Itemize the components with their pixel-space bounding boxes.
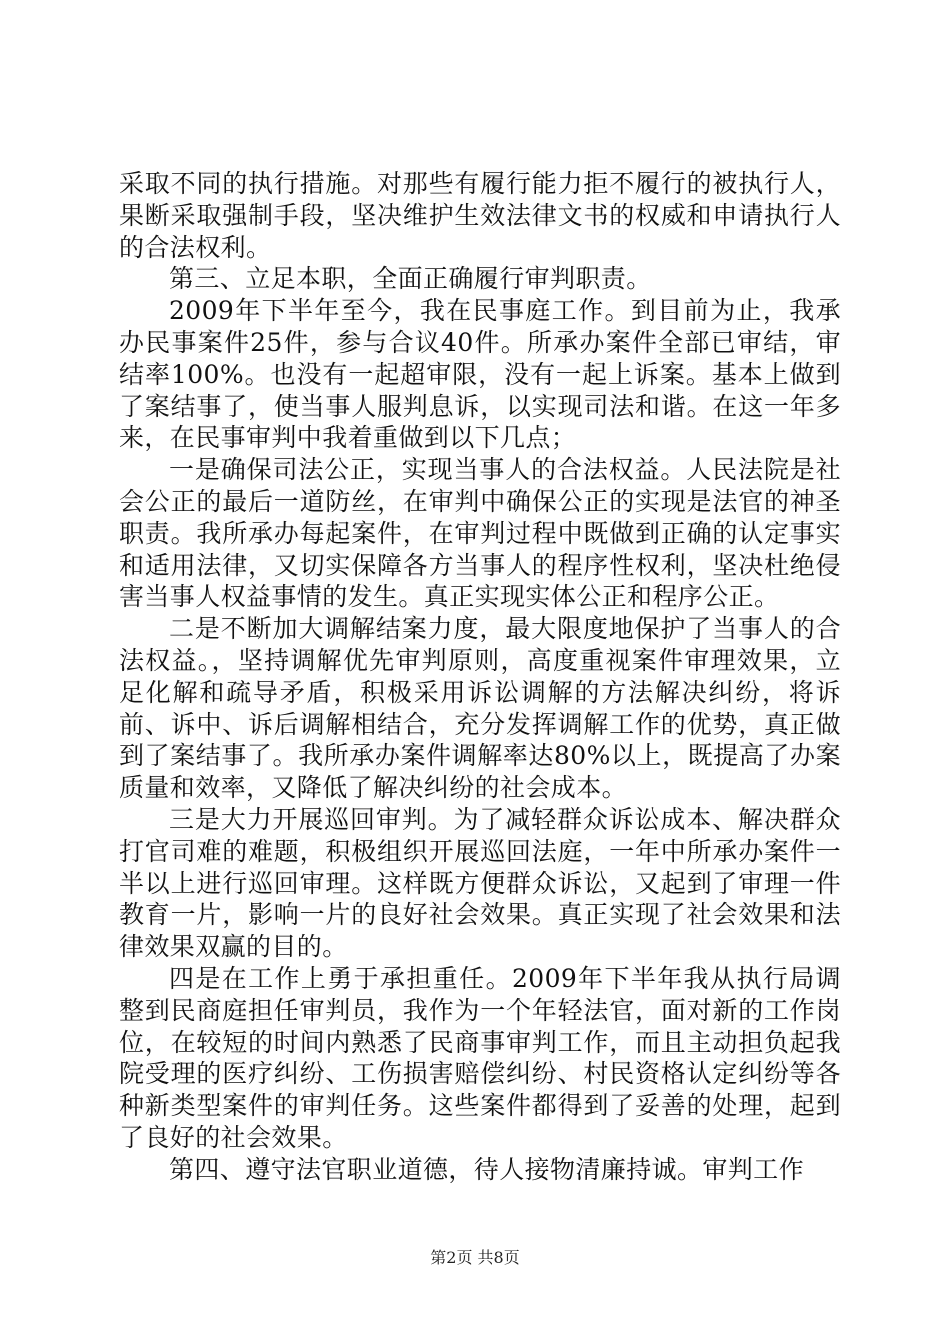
paragraph-section-four-heading: 第四、遵守法官职业道德，待人接物清廉持诚。审判工作	[169, 1154, 805, 1184]
page-number-footer: 第2页 共8页	[430, 1248, 520, 1267]
document-body	[119, 168, 841, 1186]
paragraph-point-three: 三是大力开展巡回审判。为了减轻群众诉讼成本、解决群众打官司难的难题，积极组织开展巡回法庭，一年中所承办案件一半以上进行巡回审理。这样既方便群众诉讼，又起到了审理一件教育一片，影响一片的良好社会效果。真正实现了社会效果和法律效果双赢的目的。	[119, 804, 841, 962]
paragraph-point-one: 一是确保司法公正，实现当事人的合法权益。人民法院是社会公正的最后一道防丝，在审判中确保公正的实现是法官的神圣职责。我所承办每起案件，在审判过程中既做到正确的认定事实和适用法律，又切实保障各方当事人的程序性权利，坚决杜绝侵害当事人权益事情的发生。真正实现实体公正和程序公正。	[119, 455, 841, 612]
paragraph-continuation: 采取不同的执行措施。对那些有履行能力拒不履行的被执行人，果断采取强制手段，坚决维护生效法律文书的权威和申请执行人的合法权利。	[119, 169, 841, 262]
paragraph-section-three-heading: 第三、立足本职，全面正确履行审判职责。	[169, 264, 652, 294]
paragraph-point-two: 二是不断加大调解结案力度，最大限度地保护了当事人的合法权益。，坚持调解优先审判原则，高度重视案件审理效果，立足化解和疏导矛盾，积极采用诉讼调解的方法解决纠纷，将诉前、诉中、诉后调解相结合，充分发挥调解工作的优势，真正做到了案结事了。我所承办案件调解率达80%以上，既提高了办案质量和效率，又降低了解决纠纷的社会成本。	[119, 614, 841, 803]
paragraph-civil-court-work: 2009年下半年至今，我在民事庭工作。到目前为止，我承办民事案件25件，参与合议40件。所承办案件全部已审结，审结率100%。也没有一起超审限，没有一起上诉案。基本上做到了案结事了，使当事人服判息诉，以实现司法和谐。在这一年多来，在民事审判中我着重做到以下几点；	[119, 296, 841, 453]
paragraph-point-four: 四是在工作上勇于承担重任。2009年下半年我从执行局调整到民商庭担任审判员，我作为一个年轻法官，面对新的工作岗位，在较短的时间内熟悉了民商事审判工作，而且主动担负起我院受理的医疗纠纷、工伤损害赔偿纠纷、村民资格认定纠纷等各种新类型案件的审判任务。这些案件都得到了妥善的处理，起到了良好的社会效果。	[119, 963, 841, 1152]
